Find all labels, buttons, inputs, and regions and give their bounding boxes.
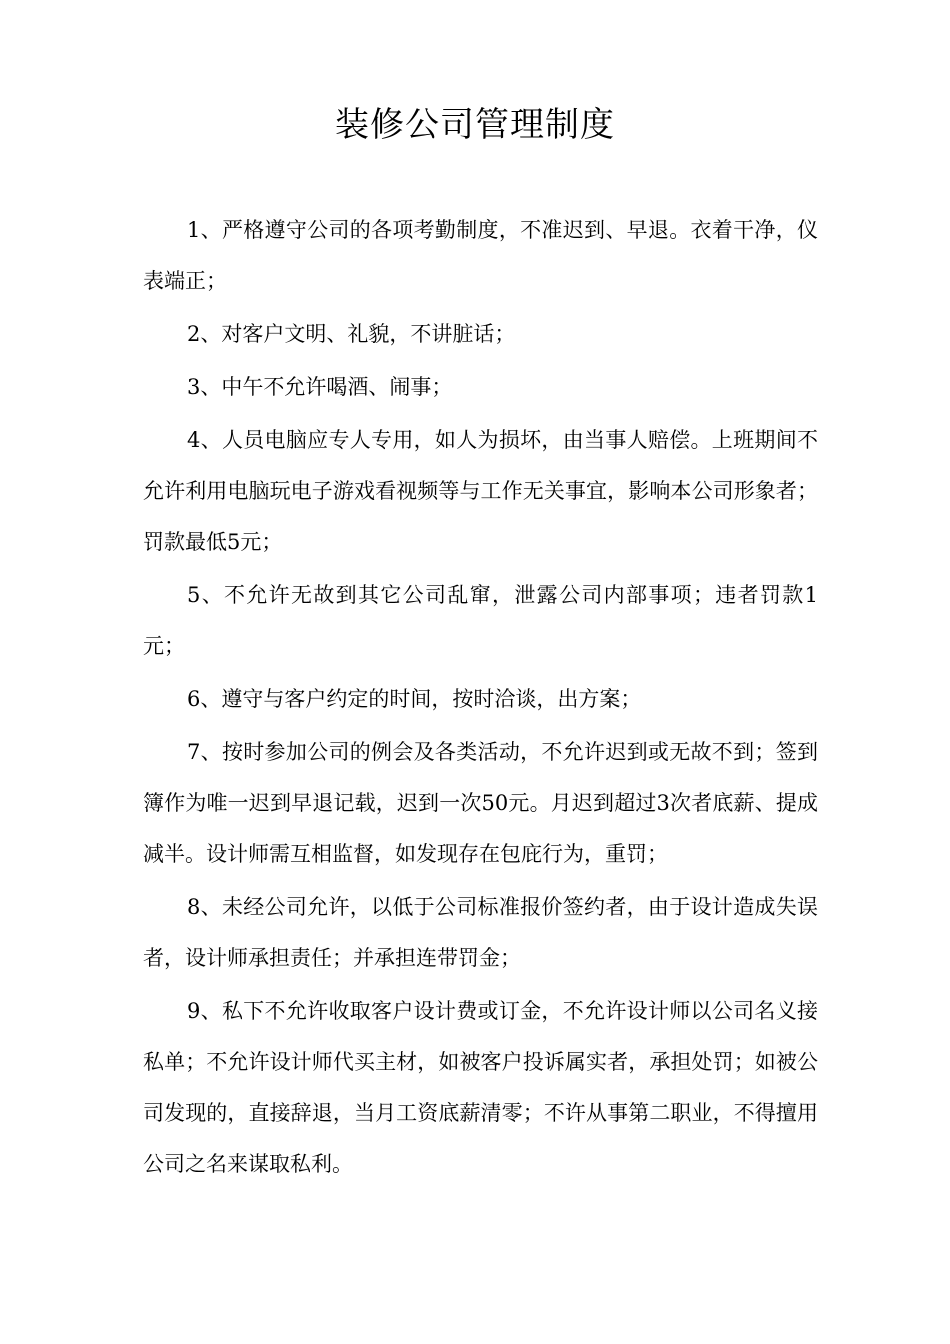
rule-paragraph-1: 1、严格遵守公司的各项考勤制度，不准迟到、早退。衣着干净，仪表端正； [143,218,818,293]
rule-paragraph-2: 2、对客户文明、礼貌，不讲脏话； [187,322,516,346]
rule-paragraph-4: 4、人员电脑应专人专用，如人为损坏，由当事人赔偿。上班期间不允许利用电脑玩电子游戏看视频等与工作无关事宜，影响本公司形象者；罚款最低5元； [143,428,818,554]
rule-paragraph-6: 6、遵守与客户约定的时间，按时洽谈，出方案； [187,687,642,711]
document-title: 装修公司管理制度 [335,105,615,145]
rule-paragraph-7: 7、按时参加公司的例会及各类活动，不允许迟到或无故不到；签到簿作为唯一迟到早退记载，迟到一次50元。月迟到超过3次者底薪、提成减半。设计师需互相监督，如发现存在包庇行为，重罚； [143,740,818,866]
rule-paragraph-3: 3、中午不允许喝酒、闹事； [187,375,453,399]
document-body [143,205,818,1192]
rule-paragraph-5: 5、不允许无故到其它公司乱窜，泄露公司内部事项；违者罚款1元； [143,583,818,658]
rule-paragraph-8: 8、未经公司允许，以低于公司标准报价签约者，由于设计造成失误者，设计师承担责任；并承担连带罚金； [143,895,818,970]
rule-paragraph-9: 9、私下不允许收取客户设计费或订金，不允许设计师以公司名义接私单；不允许设计师代买主材，如被客户投诉属实者，承担处罚；如被公司发现的，直接辞退，当月工资底薪清零；不许从事第二职业，不得擅用公司之名来谋取私利。 [143,999,818,1176]
